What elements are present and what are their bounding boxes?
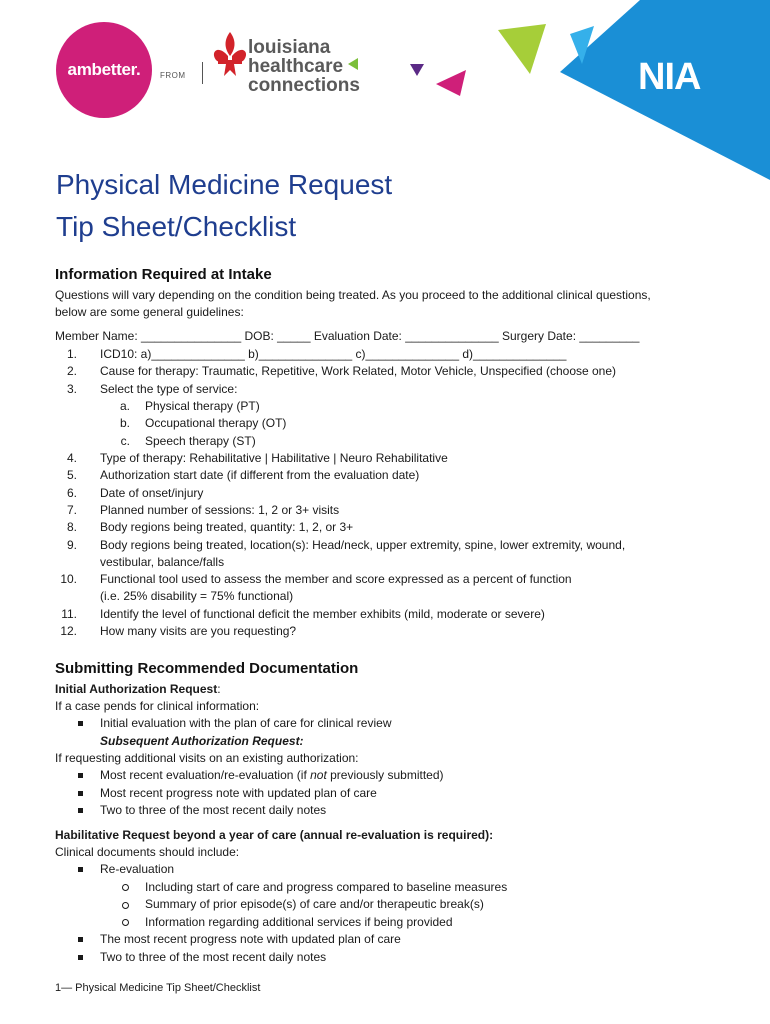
item-number: 6. — [66, 485, 77, 500]
page-footer: 1— Physical Medicine Tip Sheet/Checklist — [55, 982, 261, 994]
fleur-de-lis-icon — [210, 30, 250, 86]
habilitative-heading: Habilitative Request beyond a year of care (annual re-evaluation is required): — [55, 828, 494, 842]
item-body-location-cont: vestibular, balance/falls — [100, 554, 225, 569]
item-body-location: Body regions being treated, location(s): Head/neck, upper extremity, spine, lower extremity, wound, — [100, 537, 626, 552]
reeval-sub-2: Summary of prior episode(s) of care and/or therapeutic break(s) — [145, 897, 484, 911]
initial-auth-bullet: Initial evaluation with the plan of care for clinical review — [100, 716, 392, 730]
subsequent-auth-heading: Subsequent Authorization Request: — [100, 734, 304, 748]
purple-triangle-icon — [410, 64, 424, 78]
page-title-line-2: Tip Sheet/Checklist — [56, 211, 297, 242]
initial-auth-intro: If a case pends for clinical information: — [55, 699, 260, 713]
square-bullet-icon — [78, 808, 83, 813]
documentation-heading: Submitting Recommended Documentation — [55, 660, 359, 677]
item-number: 3. — [66, 381, 77, 396]
service-pt: Physical therapy (PT) — [145, 398, 260, 413]
subsequent-bullet-2: Most recent progress note with updated plan of care — [100, 786, 377, 800]
square-bullet-icon — [78, 773, 83, 778]
subsequent-b1-em: not — [310, 768, 327, 782]
initial-auth-heading-row — [55, 681, 221, 698]
intake-heading: Information Required at Intake — [55, 266, 272, 283]
sub-letter: c. — [120, 433, 130, 448]
reeval-sub-1: Including start of care and progress compared to baseline measures — [145, 880, 508, 894]
item-body-quantity: Body regions being treated, quantity: 1, 2, or 3+ — [100, 520, 354, 535]
magenta-triangle-icon — [436, 66, 470, 100]
reeval-sub-3: Information regarding additional services if being provided — [145, 915, 453, 929]
lhc-line-1: louisiana — [248, 37, 331, 58]
item-number: 10. — [60, 572, 77, 587]
item-number: 4. — [66, 451, 77, 465]
subsequent-b1-pre: Most recent evaluation/re-evaluation (if — [100, 768, 311, 782]
subsequent-auth-intro: If requesting additional visits on an existing authorization: — [55, 751, 359, 765]
member-info-line: Member Name: _______________ DOB: _____ Evaluation Date: ______________ Surgery Date: _________ — [55, 329, 640, 343]
item-number: 5. — [66, 468, 77, 483]
subsequent-bullet-3: Two to three of the most recent daily notes — [100, 803, 327, 817]
square-bullet-icon — [78, 721, 83, 726]
item-number: 1. — [66, 347, 77, 361]
page-title-line-1: Physical Medicine Request — [56, 169, 393, 200]
initial-auth-colon: : — [217, 682, 221, 696]
item-number: 11. — [61, 606, 77, 621]
sub-letter: b. — [119, 416, 130, 431]
item-number: 9. — [66, 537, 77, 552]
intake-intro-line-2: below are some general guidelines: — [55, 305, 244, 319]
initial-auth-heading: Initial Authorization Request — [55, 682, 218, 696]
circle-bullet-icon — [122, 884, 129, 891]
habilitative-intro: Clinical documents should include: — [55, 845, 240, 859]
item-number: 8. — [66, 520, 77, 535]
from-label: FROM — [160, 71, 186, 80]
square-bullet-icon — [78, 955, 83, 960]
subsequent-bullet-1 — [100, 767, 444, 784]
circle-bullet-icon — [122, 902, 129, 909]
item-therapy-type: Type of therapy: Rehabilitative | Habilitative | Neuro Rehabilitative — [100, 451, 448, 465]
item-functional-tool-cont: (i.e. 25% disability = 75% functional) — [100, 589, 294, 604]
subsequent-b1-post: previously submitted) — [326, 768, 444, 782]
service-ot: Occupational therapy (OT) — [145, 416, 287, 431]
item-cause: Cause for therapy: Traumatic, Repetitive, Work Related, Motor Vehicle, Unspecified (choose one) — [100, 364, 617, 379]
item-deficit-level: Identify the level of functional deficit the member exhibits (mild, moderate or severe) — [100, 606, 545, 621]
intake-intro-line-1: Questions will vary depending on the condition being treated. As you proceed to the additional clinical questions, — [55, 288, 651, 302]
item-number: 7. — [66, 502, 77, 517]
circle-bullet-icon — [122, 919, 129, 926]
item-number: 2. — [66, 364, 77, 379]
lhc-line-3: connections — [248, 75, 360, 96]
habilitative-bullet-3: Two to three of the most recent daily notes — [100, 950, 327, 964]
logo-divider — [202, 62, 203, 84]
item-onset-date: Date of onset/injury — [100, 485, 204, 500]
item-icd10: ICD10: a)______________ b)______________ c)______________ d)______________ — [100, 347, 567, 361]
sub-letter: a. — [119, 398, 130, 413]
nia-logo: NIA — [638, 56, 701, 98]
intake-checklist — [55, 346, 755, 646]
item-sessions: Planned number of sessions: 1, 2 or 3+ visits — [100, 502, 340, 517]
item-service-type: Select the type of service: — [100, 381, 238, 396]
ambetter-logo: ambetter. — [56, 22, 152, 118]
item-number: 12. — [60, 624, 77, 638]
service-st: Speech therapy (ST) — [145, 433, 256, 448]
square-bullet-icon — [78, 791, 83, 796]
item-auth-start: Authorization start date (if different from the evaluation date) — [100, 468, 420, 483]
lhc-line-2: healthcare — [248, 56, 344, 77]
habilitative-bullet-2: The most recent progress note with updated plan of care — [100, 932, 401, 946]
item-functional-tool: Functional tool used to assess the member and score expressed as a percent of function — [100, 572, 572, 587]
reevaluation-bullet: Re-evaluation — [100, 862, 175, 876]
square-bullet-icon — [78, 867, 83, 872]
green-triangle-icon — [348, 58, 360, 70]
item-visits-requested: How many visits are you requesting? — [100, 624, 297, 638]
square-bullet-icon — [78, 937, 83, 942]
lhc-logo-text — [248, 38, 360, 95]
